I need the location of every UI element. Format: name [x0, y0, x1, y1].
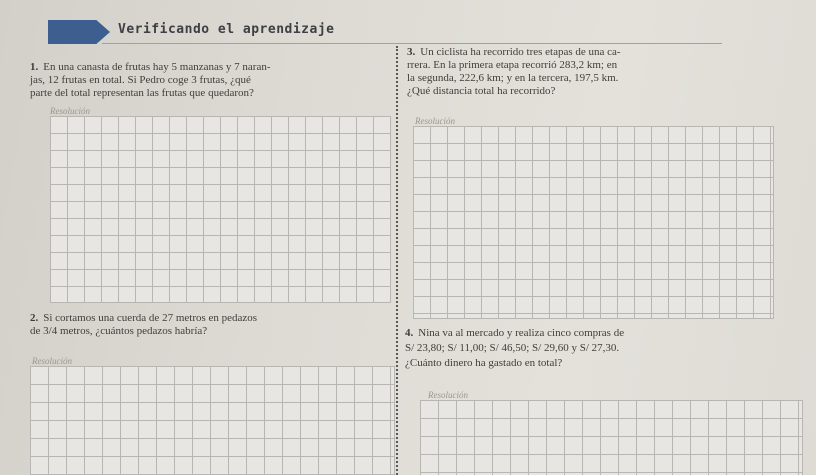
- problem-2-text: Si cortamos una cuerda de 27 metros en pedazos de 3/4 metros, ¿cuántos pedazos habría?: [30, 312, 258, 337]
- problem-2-answer-grid[interactable]: [30, 366, 395, 475]
- header-underline: [102, 43, 722, 44]
- section-title: Verificando el aprendizaje: [118, 22, 335, 37]
- column-divider: [396, 46, 398, 475]
- problem-2-resolution-label: Resolución: [32, 356, 72, 366]
- problem-3: [407, 46, 807, 98]
- problem-1-answer-grid[interactable]: [50, 116, 391, 303]
- problem-3-text: Un ciclista ha recorrido tres etapas de una ca- rrera. En la primera etapa recorrió 283,2 km; en la segunda, 222,6 km; y en la tercera, 197,5 km. ¿Qué distancia total ha recorrido?: [407, 46, 621, 97]
- problem-1-text: En una canasta de frutas hay 5 manzanas y 7 naran- jas, 12 frutas en total. Si Pedro coge 3 frutas, ¿qué parte del total representan las frutas que quedaron?: [30, 61, 271, 99]
- problem-2-number: 2.: [30, 312, 39, 324]
- section-header: [48, 20, 728, 44]
- problem-2: [30, 312, 395, 338]
- problem-1-resolution-label: Resolución: [50, 106, 90, 116]
- problem-4-number: 4.: [405, 327, 414, 339]
- problem-4-answer-grid[interactable]: [420, 400, 803, 475]
- problem-1-number: 1.: [30, 61, 39, 73]
- problem-3-answer-grid[interactable]: [413, 126, 774, 319]
- problem-4-resolution-label: Resolución: [428, 390, 468, 400]
- problem-1: [30, 61, 390, 100]
- header-chevron-icon: [48, 20, 110, 44]
- problem-4-text: Nina va al mercado y realiza cinco compras de S/ 23,80; S/ 11,00; S/ 46,50; S/ 29,60 y S/ 27,30. ¿Cuánto dinero ha gastado en total?: [405, 327, 625, 369]
- problem-3-number: 3.: [407, 46, 416, 58]
- problem-3-resolution-label: Resolución: [415, 116, 455, 126]
- problem-4: [405, 326, 810, 371]
